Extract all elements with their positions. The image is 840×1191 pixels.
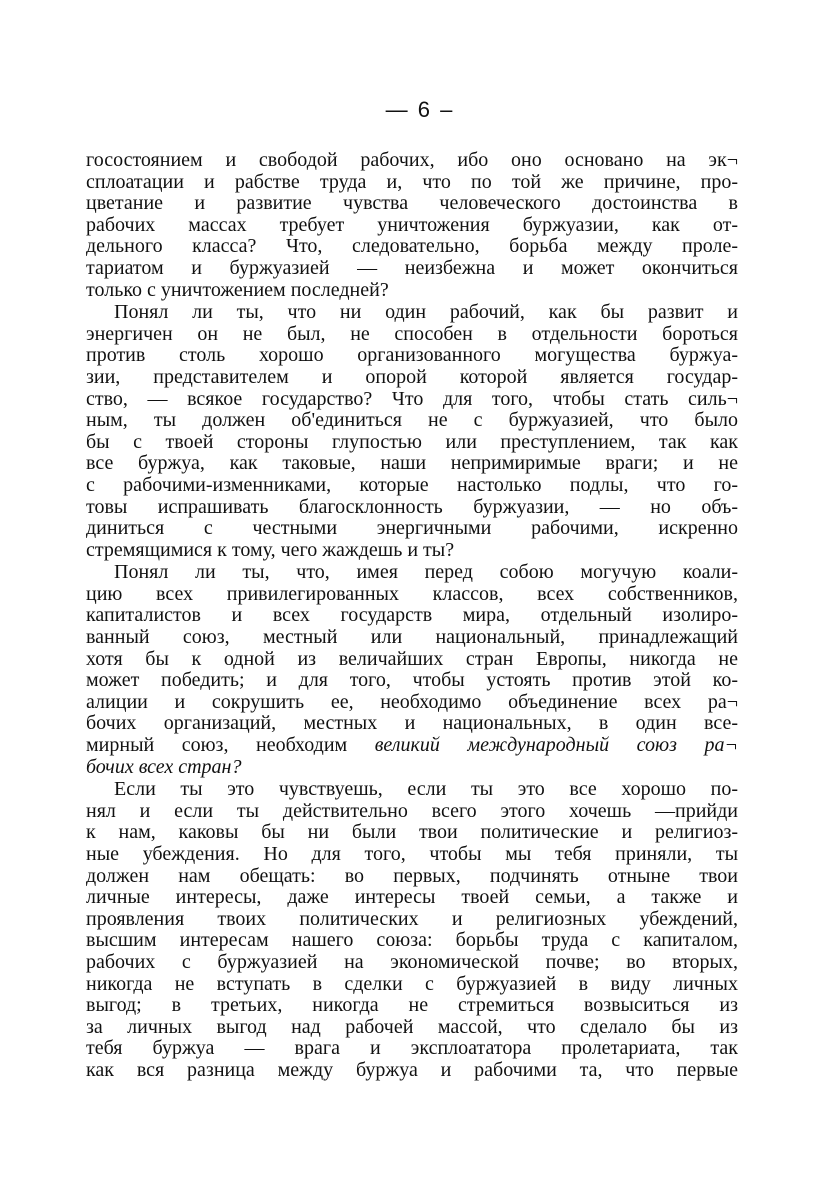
- page-number: — 6 –: [385, 97, 455, 122]
- text-line: зии, представителем и опорой которой является государ-: [86, 365, 738, 388]
- paragraph-4: [86, 779, 738, 1081]
- text-line: стремящимися к тому, чего жаждешь и ты?: [86, 538, 455, 561]
- text-line: к нам, каковы бы ни были твои политические и религиоз-: [86, 821, 738, 844]
- text-line: Если ты это чувствуешь, если ты это все хорошо по-: [114, 778, 738, 801]
- text-line: нял и если ты действительно всего этого хочешь —прийди: [86, 799, 738, 822]
- text-line: высшим интересам нашего союза: борьбы труда с капиталом,: [86, 929, 738, 952]
- text-line: как вся разница между буржуа и рабочими та, что первые: [86, 1058, 738, 1081]
- paragraph-3: [86, 562, 738, 778]
- paragraph-2: [86, 302, 738, 561]
- text-line: ванный союз, местный или национальный, принадлежащий: [86, 626, 738, 649]
- text-line: может победить; и для того, чтобы устоять против этой ко-: [86, 669, 738, 692]
- text-line: дельного класса? Что, следовательно, борьба между проле-: [86, 235, 738, 258]
- text-line: только с уничтожением последней?: [86, 278, 389, 301]
- text-line: ство, — всякое государство? Что для того, чтобы стать силь¬: [86, 387, 738, 410]
- text-line: Понял ли ты, что ни один рабочий, как бы развит и: [114, 301, 738, 324]
- text-line: хотя бы к одной из величайших стран Европы, никогда не: [86, 647, 738, 670]
- text-line: бы с твоей стороны глупостью или преступлением, так как: [86, 430, 738, 453]
- text-line: тариатом и буржуазией — неизбежна и может окончиться: [86, 256, 738, 279]
- text-line: проявления твоих политических и религиозных убеждений,: [86, 907, 738, 930]
- italic-text-line: бочих всех стран?: [86, 755, 242, 778]
- text-line: сплоатации и рабстве труда и, что по той же причине, про-: [86, 170, 738, 193]
- text-line: все буржуа, как таковые, наши непримиримые враги; и не: [86, 452, 738, 475]
- text-line: никогда не вступать в сделки с буржуазией в виду личных: [86, 972, 738, 995]
- text-line: госостоянием и свободой рабочих, ибо оно основано на эк¬: [86, 149, 738, 171]
- text-line-mixed: [86, 735, 738, 757]
- text-line: бочих организаций, местных и национальных, в один все-: [86, 712, 738, 735]
- text-line: за личных выгод над рабочей массой, что сделало бы из: [86, 1015, 738, 1038]
- text-line: должен нам обещать: во первых, подчинять отныне твои: [86, 864, 738, 887]
- text-line: с рабочими-изменниками, которые настолько подлы, что го-: [86, 473, 738, 496]
- text-line: личные интересы, даже интересы твоей семьи, а также и: [86, 886, 738, 909]
- text-line: цветание и развитие чувства человеческого достоинства в: [86, 192, 738, 215]
- text-line: Понял ли ты, что, имея перед собою могучую коали-: [114, 561, 738, 584]
- text-line: выгод; в третьих, никогда не стремиться возвыситься из: [86, 994, 738, 1017]
- plain-text-segment: мирный союз, необходим: [86, 734, 375, 757]
- text-line: ные убеждения. Но для того, чтобы мы тебя приняли, ты: [86, 843, 738, 865]
- text-line: ным, ты должен об'единиться не с буржуазией, что было: [86, 409, 738, 432]
- text-line: рабочих массах требует уничтожения буржуазии, как от-: [86, 213, 738, 236]
- text-line: цию всех привилегированных классов, всех собственников,: [86, 582, 738, 605]
- body-text: [86, 150, 738, 1082]
- text-line: алиции и сокрушить ее, необходимо объединение всех ра¬: [86, 690, 738, 713]
- text-line: рабочих с буржуазией на экономической почве; во вторых,: [86, 950, 738, 973]
- italic-text-segment: великий международный союз ра¬: [374, 734, 738, 757]
- text-line: тебя буржуа — врага и эксплоататора пролетариата, так: [86, 1037, 738, 1060]
- text-line: диниться с честными энергичными рабочими, искренно: [86, 517, 738, 540]
- text-line: капиталистов и всех государств мира, отдельный изолиро-: [86, 604, 738, 627]
- text-line: против столь хорошо организованного могущества буржуа-: [86, 344, 738, 367]
- text-line: энергичен он не был, не способен в отдельности бороться: [86, 322, 738, 345]
- paragraph-1: [86, 150, 738, 301]
- text-line: товы испрашивать благосклонность буржуазии, — но объ-: [86, 495, 738, 518]
